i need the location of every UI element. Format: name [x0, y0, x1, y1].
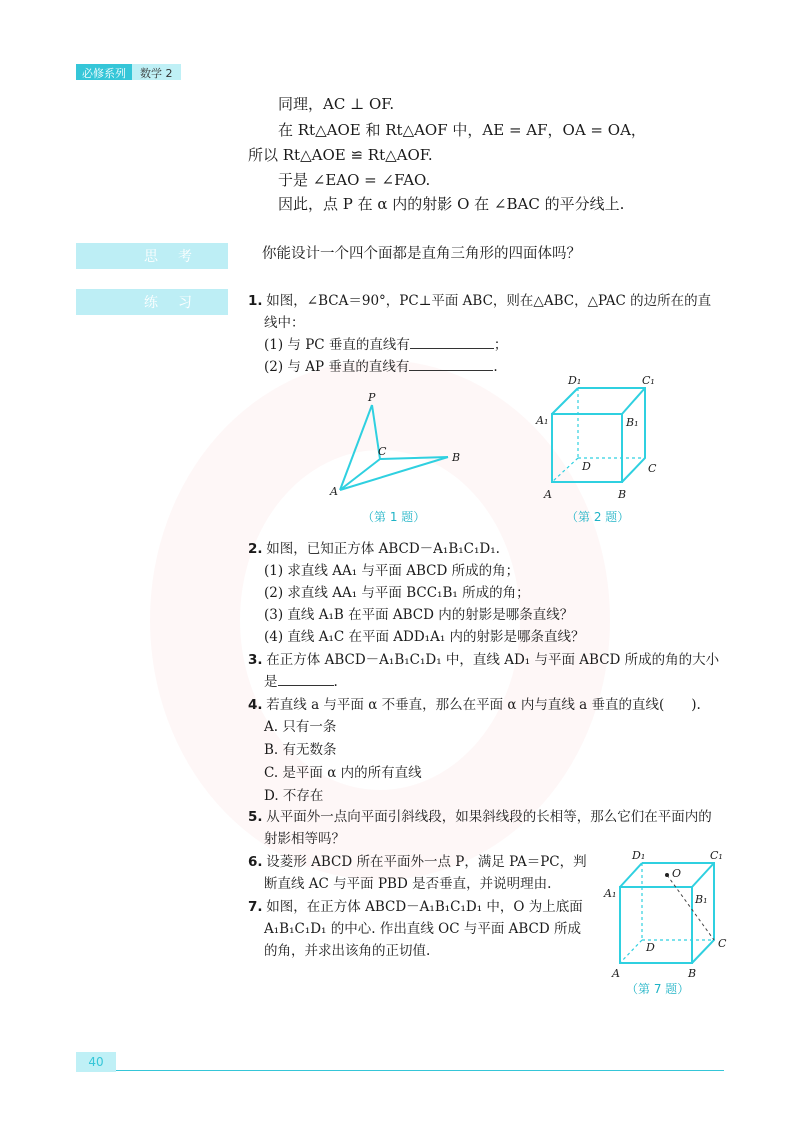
think-label: 思考: [76, 243, 228, 269]
exercise-6: [248, 851, 587, 874]
exercise-1-line1: 如图，∠BCA＝90°，PC⊥平面 ABC，则在△ABC，△PAC 的边所在的直: [266, 293, 712, 309]
exercise-5-number: 5.: [248, 809, 263, 825]
label-C1: C₁: [710, 849, 723, 862]
exercise-2-sub2: (2) 求直线 AA₁ 与平面 BCC₁B₁ 所成的角；: [264, 585, 530, 601]
header-tag: [76, 64, 181, 80]
figure-2-caption: （第 2 题）: [566, 510, 630, 524]
exercise-2-number: 2.: [248, 541, 263, 557]
exercise-4-line1: 若直线 a 与平面 α 不垂直，那么在平面 α 内与直线 a 垂直的直线( ).: [266, 697, 701, 713]
edge-C1B1: [692, 863, 714, 887]
page-number: 40: [76, 1052, 116, 1072]
label-A1: A₁: [536, 414, 549, 427]
exercise-1-sub2-text: (2) 与 AP 垂直的直线有: [264, 359, 410, 375]
edge-CB: [380, 457, 448, 459]
label-B: B: [452, 451, 461, 464]
label-D1: D₁: [568, 374, 582, 387]
exercise-1-sub2-end: .: [493, 359, 498, 375]
answer-blank[interactable]: [410, 334, 494, 349]
answer-blank[interactable]: [409, 356, 493, 371]
label-O: O: [672, 867, 682, 880]
exercise-3-line2-end: .: [333, 674, 338, 690]
label-C: C: [648, 462, 657, 475]
label-D: D: [646, 941, 655, 954]
option-a: A. 只有一条: [264, 719, 337, 735]
label-B1: B₁: [695, 893, 708, 906]
option-c: C. 是平面 α 内的所有直线: [264, 765, 422, 781]
footer-line: [76, 1070, 724, 1071]
practice-label: 练习: [76, 289, 228, 315]
exercise-4: [248, 694, 701, 717]
figure-1-diagram: [320, 385, 470, 495]
exercise-1-line2: 线中：: [264, 315, 305, 331]
label-A: A: [544, 488, 552, 501]
exercise-2-line1: 如图，已知正方体 ABCD－A₁B₁C₁D₁.: [266, 541, 500, 557]
figure-1-caption: （第 1 题）: [362, 510, 426, 524]
label-B: B: [688, 967, 697, 980]
segment-OC: [667, 875, 714, 940]
exercise-3-line1: 在正方体 ABCD－A₁B₁C₁D₁ 中，直线 AD₁ 与平面 ABCD 所成的角的大小: [266, 652, 720, 668]
edge-C1B1: [622, 388, 645, 414]
edge-D1A1: [620, 863, 642, 887]
proof-line-5: 因此，点 P 在 α 内的射影 O 在 ∠BAC 的平分线上.: [278, 195, 625, 213]
figure-7-cube: [600, 845, 740, 980]
hidden-edge-DA: [552, 458, 578, 482]
label-C1: C₁: [642, 374, 655, 387]
exercise-6-line2: 断直线 AC 与平面 PBD 是否垂直，并说明理由.: [264, 876, 552, 892]
proof-line-1: 同理，AC ⊥ OF.: [278, 95, 395, 113]
proof-line-4: 于是 ∠EAO = ∠FAO.: [278, 171, 431, 189]
label-D1: D₁: [632, 849, 646, 862]
exercise-1-number: 1.: [248, 293, 263, 309]
exercise-6-line1: 设菱形 ABCD 所在平面外一点 P，满足 PA＝PC，判: [266, 854, 587, 870]
exercise-4-number: 4.: [248, 697, 263, 713]
front-face: [620, 887, 692, 963]
exercise-5-line2: 射影相等吗？: [264, 831, 345, 847]
option-d: D. 不存在: [264, 788, 324, 804]
subject-label: 数学 2: [132, 64, 181, 80]
edge-D1A1: [552, 388, 578, 414]
label-A: A: [612, 967, 620, 980]
label-A1: A₁: [604, 887, 617, 900]
label-B: B: [618, 488, 627, 501]
exercise-5-line1: 从平面外一点向平面引斜线段，如果斜线段的长相等，那么它们在平面内的: [266, 809, 712, 825]
exercise-1-sub2: [264, 356, 498, 379]
exercise-2-sub4: (4) 直线 A₁C 在平面 ADD₁A₁ 内的射影是哪条直线？: [264, 629, 585, 645]
exercise-7: [248, 896, 583, 919]
exercise-3-number: 3.: [248, 652, 263, 668]
exercise-2-sub1: (1) 求直线 AA₁ 与平面 ABCD 所成的角；: [264, 563, 520, 579]
exercise-3-line2-text: 是: [264, 674, 278, 690]
answer-blank[interactable]: [278, 671, 334, 686]
label-C: C: [718, 937, 727, 950]
exercise-7-line3: 的角，并求出该角的正切值.: [264, 943, 431, 959]
exercise-7-line2: A₁B₁C₁D₁ 的中心. 作出直线 OC 与平面 ABCD 所成: [264, 921, 581, 937]
label-A: A: [330, 485, 338, 495]
label-B1: B₁: [626, 416, 639, 429]
exercise-2-sub3: (3) 直线 A₁B 在平面 ABCD 内的射影是哪条直线？: [264, 607, 574, 623]
edge-AB: [340, 457, 448, 490]
exercise-2: [248, 538, 500, 561]
label-C: C: [378, 445, 387, 458]
option-b: B. 有无数条: [264, 742, 337, 758]
figure-2-cube: [530, 370, 670, 510]
exercise-6-number: 6.: [248, 854, 263, 870]
think-text: 你能设计一个四个面都是直角三角形的四面体吗？: [262, 246, 581, 262]
label-D: D: [582, 460, 591, 473]
exercise-7-number: 7.: [248, 899, 263, 915]
exercise-1-sub1-text: (1) 与 PC 垂直的直线有: [264, 337, 410, 353]
hidden-edge-DA: [620, 940, 642, 963]
exercise-1: [248, 290, 711, 313]
proof-line-2: 在 Rt△AOE 和 Rt△AOF 中，AE = AF，OA = OA，: [278, 121, 646, 139]
exercise-1-sub1-end: ；: [493, 337, 508, 353]
label-P: P: [368, 391, 376, 404]
exercise-3-line2: [264, 671, 338, 694]
series-label: 必修系列: [76, 64, 132, 80]
point-O: [665, 873, 669, 877]
exercise-7-line1: 如图，在正方体 ABCD－A₁B₁C₁D₁ 中，O 为上底面: [266, 899, 583, 915]
exercise-3: [248, 649, 719, 672]
proof-line-3: 所以 Rt△AOE ≌ Rt△AOF.: [248, 146, 433, 164]
exercise-1-sub1: [264, 334, 507, 357]
exercise-5: [248, 806, 712, 829]
figure-7-caption: （第 7 题）: [626, 982, 690, 996]
